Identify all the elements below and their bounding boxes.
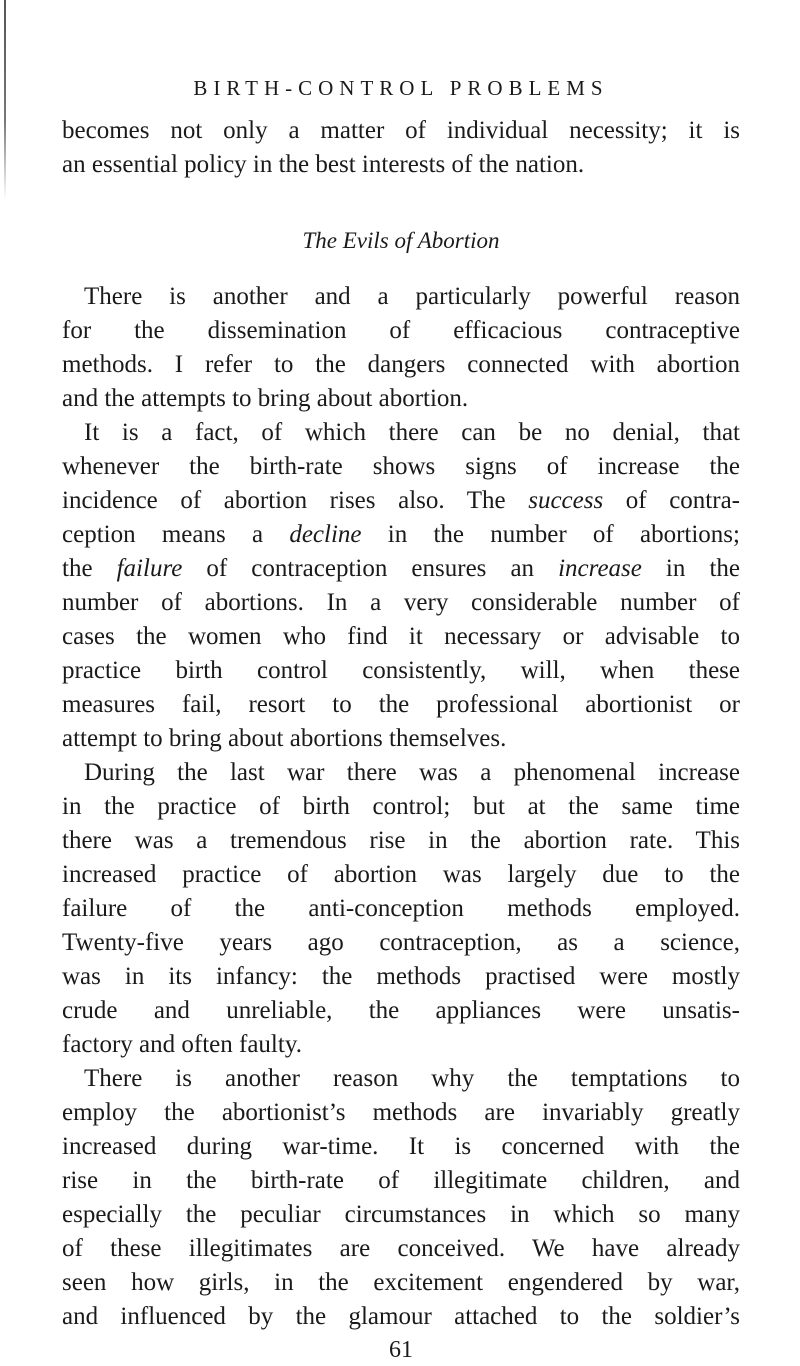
text-line — [62, 926, 740, 960]
text-segment: and the attempts to bring about abortion. — [62, 385, 469, 412]
text-line — [62, 1232, 740, 1266]
text-segment: in the practice of birth control; but at the same time — [62, 793, 740, 820]
text-segment: there was a tremendous rise in the abortion rate. This — [62, 827, 740, 854]
emphasis-text: failure — [116, 555, 183, 582]
text-line — [62, 1164, 740, 1198]
text-segment: in the — [641, 555, 740, 582]
text-segment: the — [62, 555, 117, 582]
page-binding-edge — [4, 0, 6, 200]
text-segment: Twenty-five years ago contraception, as a science, — [62, 929, 740, 956]
text-line — [62, 382, 740, 416]
text-line — [62, 654, 740, 688]
text-line — [62, 314, 740, 348]
text-line — [62, 994, 740, 1028]
emphasis-text: decline — [289, 521, 362, 548]
body-text — [62, 280, 740, 1334]
book-page — [62, 70, 740, 1366]
emphasis-text: success — [528, 487, 604, 514]
text-line — [62, 348, 740, 382]
text-segment: of contraception ensures an — [182, 555, 559, 582]
text-segment: and influenced by the glamour attached to the soldier’s — [62, 1303, 740, 1330]
text-segment: practice birth control consistently, will, when these — [62, 657, 740, 684]
paragraph — [62, 1062, 740, 1334]
text-segment: It is a fact, of which there can be no denial, that — [84, 419, 740, 446]
text-line — [62, 688, 740, 722]
text-segment: number of abortions. In a very considerable number of — [62, 589, 740, 616]
text-segment: increased during war-time. It is concerned with the — [62, 1133, 740, 1160]
text-segment: There is another reason why the temptations to — [84, 1065, 740, 1092]
text-segment: methods. I refer to the dangers connected with abortion — [62, 351, 740, 378]
text-line — [62, 1028, 740, 1062]
text-line — [62, 790, 740, 824]
text-line — [62, 756, 740, 790]
emphasis-text: increase — [558, 555, 642, 582]
text-segment: in the number of abortions; — [361, 521, 740, 548]
text-segment: attempt to bring about abortions themselves. — [62, 725, 507, 752]
text-segment: especially the peculiar circumstances in which so many — [62, 1201, 740, 1228]
text-line — [62, 484, 740, 518]
text-line — [62, 1198, 740, 1232]
text-line — [62, 620, 740, 654]
text-line — [62, 1096, 740, 1130]
paragraph — [62, 756, 740, 1062]
text-line — [62, 858, 740, 892]
text-segment: cases the women who find it necessary or advisable to — [62, 623, 740, 650]
text-line — [62, 518, 740, 552]
text-segment: for the dissemination of efficacious contraceptive — [62, 317, 740, 344]
text-segment: measures fail, resort to the professional abortionist or — [62, 691, 740, 718]
paragraph — [62, 416, 740, 756]
text-segment: whenever the birth-rate shows signs of increase the — [62, 453, 740, 480]
text-line: becomes not only a matter of individual necessity; it is — [62, 117, 740, 144]
page-number: 61 — [389, 1337, 413, 1363]
text-segment: crude and unreliable, the appliances were unsatis- — [62, 997, 740, 1024]
text-line — [62, 892, 740, 926]
text-segment: failure of the anti-conception methods employed. — [62, 895, 740, 922]
text-line — [62, 960, 740, 994]
text-line — [62, 552, 740, 586]
text-segment: factory and often faulty. — [62, 1031, 302, 1058]
text-line — [62, 1062, 740, 1096]
text-line — [62, 1300, 740, 1334]
text-segment: During the last war there was a phenomenal increase — [84, 759, 740, 786]
text-segment: employ the abortionist’s methods are invariably greatly — [62, 1099, 740, 1126]
text-line — [62, 1266, 740, 1300]
text-line — [62, 450, 740, 484]
text-segment: incidence of abortion rises also. The — [62, 487, 529, 514]
text-segment: of contra- — [603, 487, 740, 514]
text-segment: There is another and a particularly powerful reason — [84, 283, 740, 310]
section-heading: The Evils of Abortion — [302, 228, 500, 253]
text-segment: of these illegitimates are conceived. We have already — [62, 1235, 740, 1262]
text-line — [62, 280, 740, 314]
text-segment: was in its infancy: the methods practised were mostly — [62, 963, 740, 990]
text-line — [62, 722, 740, 756]
text-segment: increased practice of abortion was largely due to the — [62, 861, 740, 888]
text-line — [62, 416, 740, 450]
text-line: an essential policy in the best interests of the nation. — [62, 151, 585, 178]
text-segment: ception means a — [62, 521, 290, 548]
text-line — [62, 824, 740, 858]
text-line — [62, 586, 740, 620]
text-line — [62, 1130, 740, 1164]
text-segment: seen how girls, in the excitement engendered by war, — [62, 1269, 740, 1296]
paragraph — [62, 280, 740, 416]
running-head: BIRTH-CONTROL PROBLEMS — [193, 76, 609, 100]
text-segment: rise in the birth-rate of illegitimate children, and — [62, 1167, 740, 1194]
